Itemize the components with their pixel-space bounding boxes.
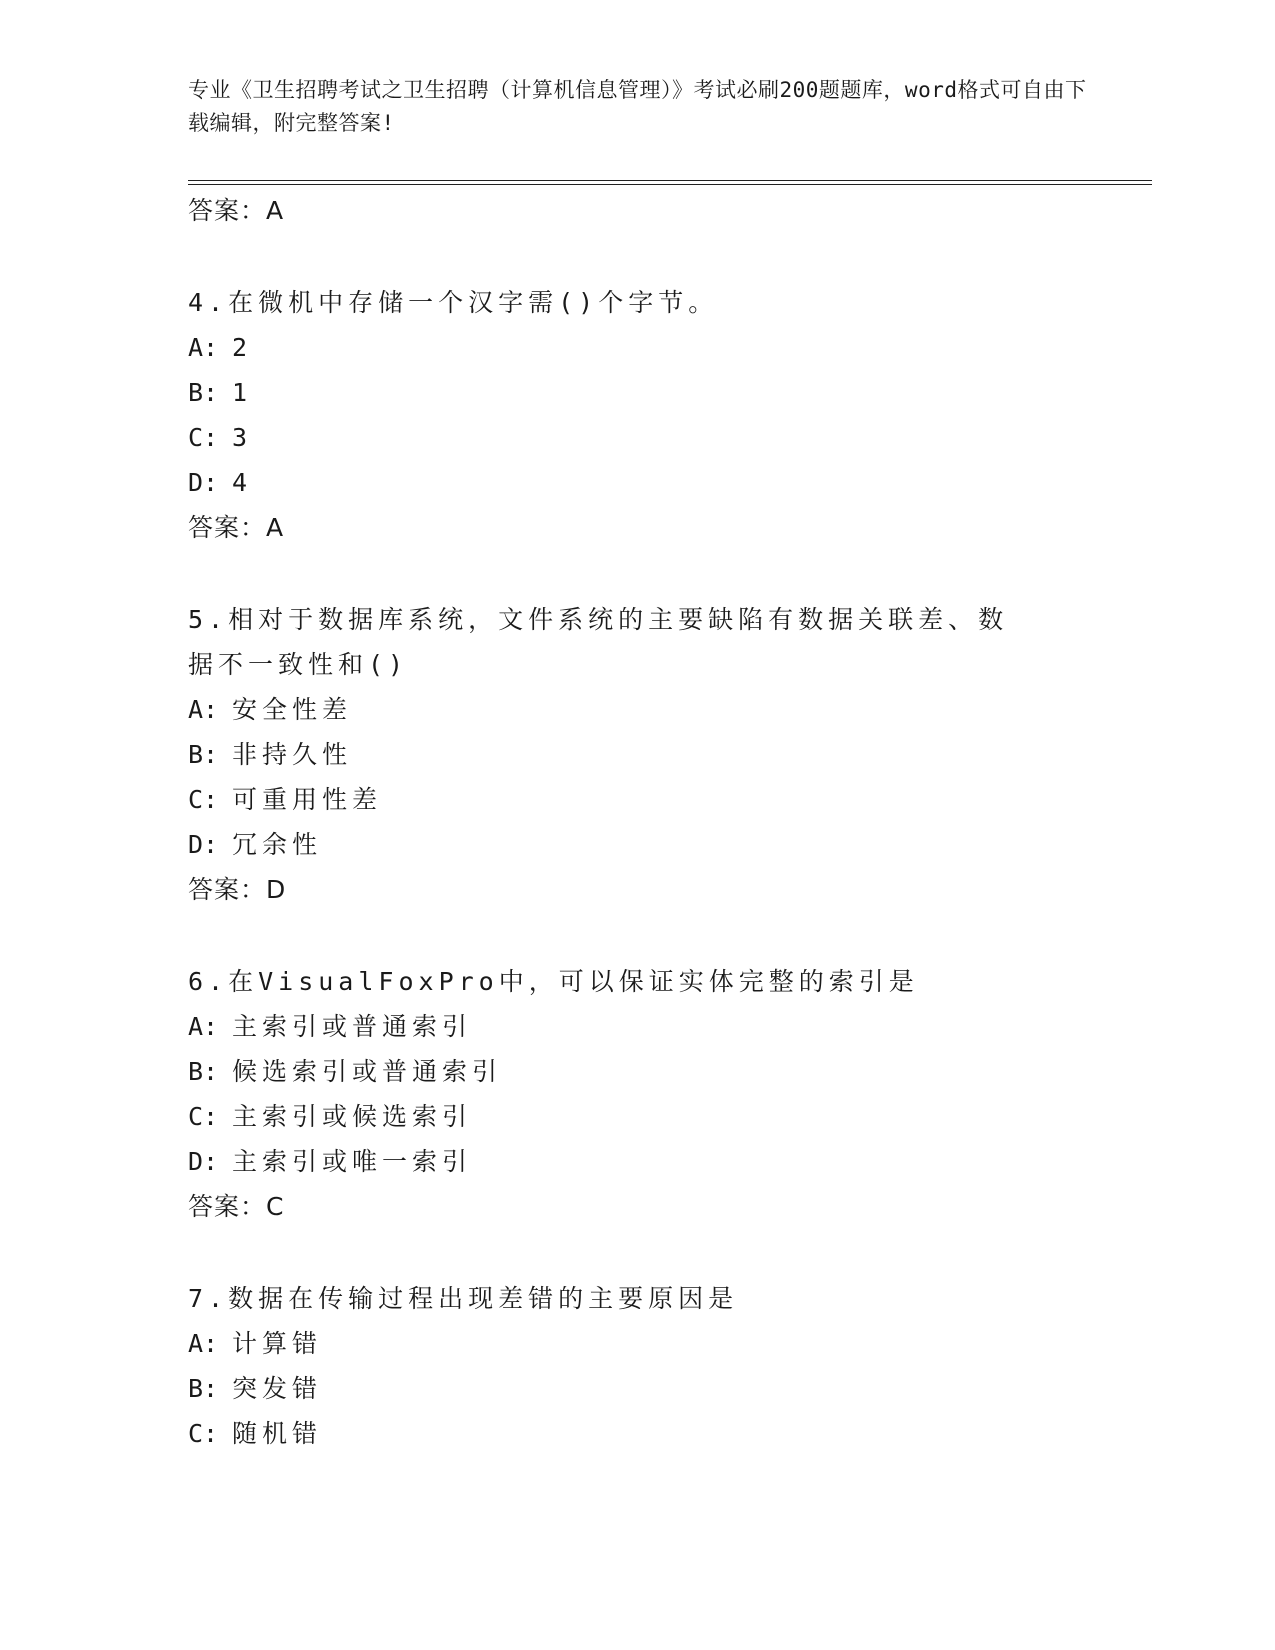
option-letter: D:	[188, 1147, 219, 1176]
header-divider-top	[188, 180, 1152, 181]
option-c	[188, 415, 1088, 460]
option-letter: B:	[188, 378, 219, 407]
option-letter: A:	[188, 1329, 219, 1358]
answer-line: 答案：A	[188, 196, 285, 225]
document-header: 专业《卫生招聘考试之卫生招聘（计算机信息管理）》考试必刷200题题库，word格式可自由下载编辑，附完整答案!	[188, 78, 1087, 135]
option-letter: A:	[188, 695, 219, 724]
option-text: 计算错	[232, 1329, 323, 1358]
option-letter: D:	[188, 468, 219, 497]
option-a	[188, 1004, 1088, 1049]
option-b	[188, 370, 1088, 415]
question-6	[188, 959, 1088, 1229]
option-letter: C:	[188, 1419, 219, 1448]
option-text: 主索引或唯一索引	[232, 1147, 473, 1176]
option-text: 主索引或候选索引	[232, 1102, 473, 1131]
option-letter: A:	[188, 1012, 219, 1041]
option-b	[188, 1366, 1088, 1411]
answer-line: 答案：A	[188, 513, 285, 542]
option-d	[188, 1139, 1088, 1184]
option-text: 4	[232, 468, 253, 497]
option-a	[188, 1321, 1088, 1366]
question-7	[188, 1276, 1088, 1456]
option-text: 非持久性	[232, 740, 353, 769]
option-text: 1	[232, 378, 253, 407]
option-text: 可重用性差	[232, 785, 383, 814]
option-text: 主索引或普通索引	[232, 1012, 473, 1041]
option-text: 突发错	[232, 1374, 323, 1403]
option-letter: D:	[188, 830, 219, 859]
option-letter: C:	[188, 785, 219, 814]
option-b	[188, 1049, 1088, 1094]
option-text: 候选索引或普通索引	[232, 1057, 503, 1086]
option-c	[188, 1094, 1088, 1139]
question-text: 4.在微机中存储一个汉字需()个字节。	[188, 288, 719, 317]
option-letter: C:	[188, 1102, 219, 1131]
option-letter: A:	[188, 333, 219, 362]
option-b	[188, 732, 1088, 777]
option-d	[188, 460, 1088, 505]
header-divider-bottom	[188, 184, 1152, 185]
question-4	[188, 280, 1088, 550]
option-text: 随机错	[232, 1419, 323, 1448]
option-letter: C:	[188, 423, 219, 452]
answer-line: 答案：D	[188, 875, 287, 904]
option-c	[188, 1411, 1088, 1456]
option-text: 安全性差	[232, 695, 353, 724]
question-list	[188, 188, 1088, 1456]
option-text: 2	[232, 333, 253, 362]
option-text: 3	[232, 423, 253, 452]
option-a	[188, 325, 1088, 370]
question-text: 5.相对于数据库系统，文件系统的主要缺陷有数据关联差、数据不一致性和()	[188, 605, 1009, 679]
question-5	[188, 597, 1088, 912]
question-text: 6.在VisualFoxPro中，可以保证实体完整的索引是	[188, 967, 919, 996]
option-a	[188, 687, 1088, 732]
answer-line: 答案：C	[188, 1192, 285, 1221]
option-text: 冗余性	[232, 830, 323, 859]
option-letter: B:	[188, 1057, 219, 1086]
option-letter: B:	[188, 1374, 219, 1403]
option-d	[188, 822, 1088, 867]
option-c	[188, 777, 1088, 822]
option-letter: B:	[188, 740, 219, 769]
question-text: 7.数据在传输过程出现差错的主要原因是	[188, 1284, 739, 1313]
